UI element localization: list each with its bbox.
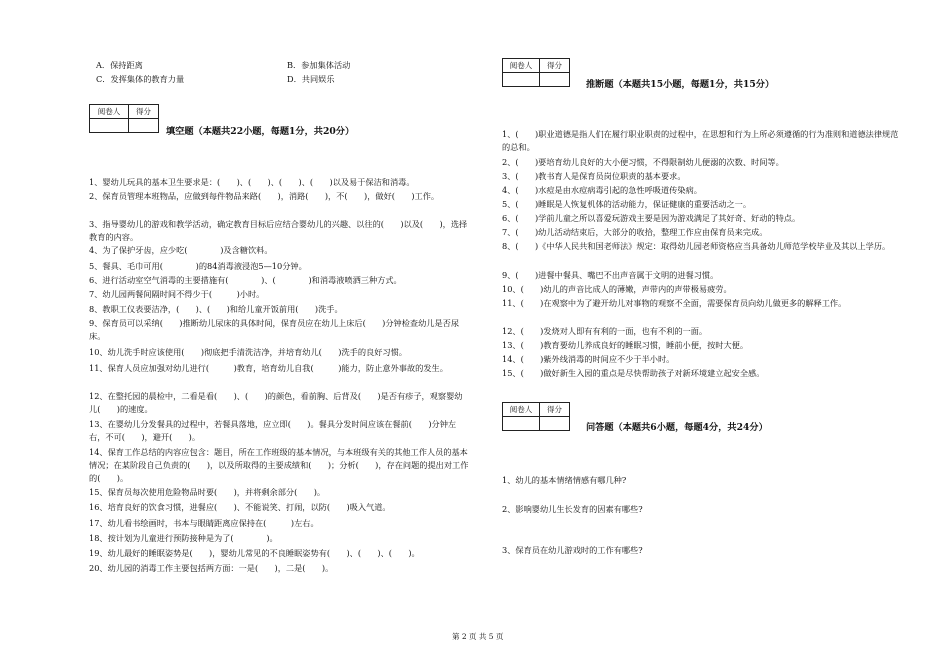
judge-item: 12、( )发烧对人即有有利的一面，也有不利的一面。 [502, 326, 708, 336]
reviewer-label: 阅卷人 [503, 403, 540, 416]
fill-blank-item: 4、为了保护牙齿，应少吃( )及含糖饮料。 [89, 245, 273, 255]
page-footer: 第 2 页 共 5 页 [452, 632, 504, 641]
reviewer-label: 阅卷人 [503, 59, 540, 72]
judge-item: 14、( )紫外线消毒的时间应不少于半小时。 [502, 354, 675, 364]
judge-item: 9、( )进餐中餐具、嘴巴不出声音属于文明的进餐习惯。 [502, 270, 719, 280]
score-label: 得分 [547, 405, 562, 414]
section-title-judge: 推断题（本题共15小题，每题1分，共15分） [586, 79, 775, 90]
score-box-judge [502, 58, 570, 87]
fill-blank-item: 8、教职工仪表要洁净，( )、( )和给儿童开饭前用( )洗手。 [89, 304, 343, 314]
judge-item: 5、( )睡眠是人恢复机体的活动能力，保证健康的重要活动之一。 [502, 199, 752, 209]
qa-item: 2、影响婴幼儿生长发育的因素有哪些? [502, 504, 643, 514]
judge-item: 1、( )职业道德是指人们在履行职业职责的过程中，在思想和行为上所必须遵循的行为准则和道德法律规范的总和。 [502, 129, 899, 153]
score-label: 得分 [547, 61, 562, 70]
fill-blank-item: 10、幼儿洗手时应该使用( )彻底把手清洗洁净，并培育幼儿( )洗手的良好习惯。 [89, 347, 407, 357]
fill-blank-item: 9、保育员可以采纳( )推断幼儿尿床的具体时间，保育员应在幼儿上床后( )分钟检查幼儿是否尿床。 [89, 318, 460, 342]
judge-item: 8、( )《中华人民共和国老师法》规定：取得幼儿园老师资格应当具备幼儿师范学校毕业及其以上学历。 [502, 241, 891, 251]
choice-b: B．参加集体活动 [287, 60, 351, 70]
fill-blank-item: 15、保育员每次使用危险物品时要( )，并将剩余部分( )。 [89, 487, 326, 497]
fill-blank-item: 19、幼儿最好的睡眠姿势是( )，婴幼儿常见的不良睡眠姿势有( )、( )、( )。 [89, 548, 420, 558]
judge-item: 15、( )做好新生入园的重点是尽快帮助孩子对新环境建立起安全感。 [502, 368, 765, 378]
judge-item: 2、( )要培育幼儿良好的大小便习惯，不得限制幼儿便溺的次数、时间等。 [502, 157, 784, 167]
judge-item: 3、( )教书育人是保育员岗位职责的基本要求。 [502, 171, 686, 181]
choice-c: C．发挥集体的教育力量 [96, 74, 185, 84]
judge-item: 10、( )幼儿的声音比成人的薄嫩，声带内的声带极易疲劳。 [502, 284, 732, 294]
judge-item: 6、( )学前儿童之所以喜爱玩游戏主要是因为游戏满足了其好奇、好动的特点。 [502, 213, 801, 223]
fill-blank-item: 5、餐具、毛巾可用( )的84消毒液浸泡5—10分钟。 [89, 261, 307, 271]
fill-blank-item: 11、保育人员应加强对幼儿进行( )教育，培育幼儿自我( )能力，防止意外事故的发生。 [89, 363, 448, 373]
fill-blank-item: 6、进行活动室空气消毒的主要措施有( )、( )和消毒液喷洒三种方式。 [89, 275, 402, 285]
fill-blank-item: 13、在婴幼儿分发餐具的过程中，若餐具落地，应立即( )。餐具分发时间应该在餐前( )分钟左右，不可( )，避开( )。 [89, 419, 457, 443]
qa-item: 3、保育员在幼儿游戏时的工作有哪些? [502, 545, 643, 555]
score-box-qa [502, 402, 570, 431]
fill-blank-item: 2、保育员管理本班物品，应做到每件物品来路( )，消路( )，不( )，做好( )工作。 [89, 191, 440, 201]
fill-blank-item: 18、按计划为儿童进行预防接种是为了( )。 [89, 533, 278, 543]
fill-blank-item: 17、幼儿看书绘画时，书本与眼睛距离应保持在( )左右。 [89, 518, 319, 528]
qa-item: 1、幼儿的基本情绪情感有哪几种? [502, 475, 627, 485]
fill-blank-item: 14、保育工作总结的内容应包含：题目，所在工作班级的基本情况，与本班级有关的其他工作人员的基本情况；在某阶段自己负责的( )，以及所取得的主要成绩和( )；分析( )，存在问题的提出对工作的( )。 [89, 447, 469, 484]
fill-blank-item: 16、培育良好的饮食习惯，进餐应( )、不能说笑、打闹，以防( )吸入气道。 [89, 502, 391, 512]
score-label: 得分 [136, 107, 151, 116]
score-box-fill [89, 104, 159, 133]
section-title-qa: 问答题（本题共6小题，每题4分，共24分） [586, 422, 768, 433]
fill-blank-item: 12、在整托园的晨检中，二看是看( )、( )的颜色，看前胸、后背及( )是否有疹子，观察婴幼儿( )的速度。 [89, 391, 463, 415]
judge-item: 13、( )教育要幼儿养成良好的睡眠习惯，睡前小便，按时大便。 [502, 340, 749, 350]
judge-item: 11、( )在观察中为了避开幼儿对事物的观察不全面，需要保育员向幼儿做更多的解释工作。 [502, 298, 847, 308]
fill-blank-item: 7、幼儿园两餐间隔时间不得少于( )小时。 [89, 289, 265, 299]
fill-blank-item: 20、幼儿园的消毒工作主要包括两方面：一是( )，二是( )。 [89, 563, 334, 573]
fill-blank-item: 3、指导婴幼儿的游戏和教学活动，确定教育目标后应结合婴幼儿的兴趣、以往的( )以及( )，选择教育的内容。 [89, 219, 468, 243]
fill-blank-item: 1、婴幼儿玩具的基本卫生要求是：( )、( )、( )、( )以及易于保洁和消毒。 [89, 177, 415, 187]
choice-d: D．共同娱乐 [287, 74, 335, 84]
judge-item: 4、( )水痘是由水痘病毒引起的急性呼吸道传染病。 [502, 185, 702, 195]
section-title-fill-blank: 填空题（本题共22小题，每题1分，共20分） [166, 126, 355, 137]
judge-item: 7、( )幼儿活动结束后，大部分的收拾，整理工作应由保育员来完成。 [502, 227, 768, 237]
choice-a: A．保持距离 [96, 60, 143, 70]
reviewer-label: 阅卷人 [90, 105, 129, 118]
